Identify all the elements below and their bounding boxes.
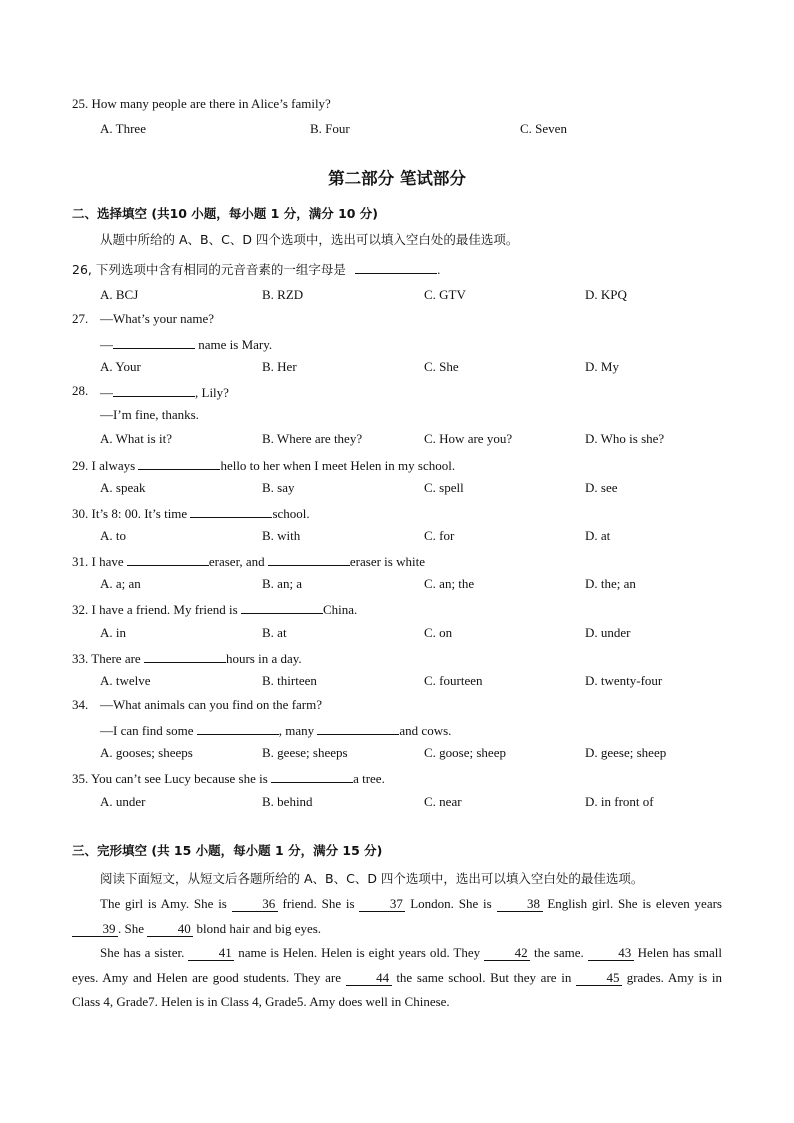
- passage-text: She has a sister.: [100, 945, 189, 960]
- answer-blank[interactable]: [138, 456, 220, 470]
- q27-option-d: D. My: [585, 359, 619, 374]
- q26-option-b: B. RZD: [262, 287, 304, 302]
- answer-blank[interactable]: [144, 649, 226, 663]
- blank-38[interactable]: 38: [497, 897, 543, 912]
- q34-line-1: —What animals can you find on the farm?: [100, 697, 323, 712]
- q33-option-b: B. thirteen: [262, 673, 317, 688]
- q34-option-d: D. geese; sheep: [585, 745, 667, 760]
- q28-dash: —: [100, 385, 113, 400]
- q30-option-d: D. at: [585, 528, 611, 543]
- q33-text-pre: 33. There are: [72, 651, 144, 666]
- answer-blank[interactable]: [113, 335, 195, 349]
- blank-45[interactable]: 45: [576, 971, 622, 986]
- q27-line-2-text: name is Mary.: [195, 337, 273, 352]
- q33-option-a: A. twelve: [100, 673, 151, 688]
- q33-option-d: D. twenty-four: [585, 673, 663, 688]
- q26-text: 26, 下列选项中含有相同的元音音素的一组字母是: [72, 262, 346, 277]
- q27-line-2: [100, 335, 272, 353]
- q27-line-1: —What’s your name?: [100, 311, 215, 326]
- q29-option-c: C. spell: [424, 480, 464, 495]
- blank-37[interactable]: 37: [359, 897, 405, 912]
- q25-option-b: B. Four: [310, 121, 350, 136]
- q35-option-c: C. near: [424, 794, 462, 809]
- q29-text-post: hello to her when I meet Helen in my school.: [220, 458, 456, 473]
- blank-42[interactable]: 42: [484, 946, 530, 961]
- answer-blank[interactable]: [197, 721, 279, 735]
- q29-option-b: B. say: [262, 480, 295, 495]
- blank-41[interactable]: 41: [188, 946, 234, 961]
- q26-option-c: C. GTV: [424, 287, 466, 302]
- q30-option-b: B. with: [262, 528, 301, 543]
- q32-text-post: China.: [322, 602, 358, 617]
- answer-blank[interactable]: [190, 504, 272, 518]
- question-33-stem: [72, 649, 302, 667]
- q31-option-b: B. an; a: [262, 576, 303, 591]
- q34-text-post: and cows.: [399, 723, 452, 738]
- answer-blank[interactable]: [355, 260, 437, 274]
- q25-option-a: A. Three: [100, 121, 146, 136]
- question-26-stem: [72, 260, 440, 278]
- answer-blank[interactable]: [271, 769, 353, 783]
- q30-option-a: A. to: [100, 528, 126, 543]
- q31-text-pre: 31. I have: [72, 554, 127, 569]
- q26-option-a: A. BCJ: [100, 287, 139, 302]
- passage-text: blond hair and big eyes.: [193, 920, 322, 936]
- section-two-heading: 二、选择填空 (共10 小题，每小题 1 分，满分 10 分): [72, 206, 379, 221]
- q28-option-c: C. How are you?: [424, 431, 513, 446]
- q30-text-post: school.: [272, 506, 310, 521]
- question-28-number: 28.: [72, 383, 89, 398]
- q31-text-mid: eraser, and: [208, 554, 268, 569]
- passage-text: name is Helen. Helen is eight years old. They: [234, 945, 485, 960]
- q33-text-post: hours in a day.: [225, 651, 302, 666]
- passage-text: The girl is Amy. She is: [100, 896, 232, 911]
- section-three-instruction: 阅读下面短文，从短文后各题所给的 A、B、C、D 四个选项中，选出可以填入空白处的最佳选项。: [100, 871, 644, 886]
- answer-blank[interactable]: [268, 552, 350, 566]
- blank-36[interactable]: 36: [232, 897, 278, 912]
- answer-blank[interactable]: [317, 721, 399, 735]
- blank-43[interactable]: 43: [588, 946, 634, 961]
- q32-option-a: A. in: [100, 625, 126, 640]
- q32-option-c: C. on: [424, 625, 453, 640]
- answer-blank[interactable]: [113, 383, 195, 397]
- q28-option-a: A. What is it?: [100, 431, 172, 446]
- q34-text-pre: —I can find some: [100, 723, 197, 738]
- question-31-stem: [72, 552, 425, 570]
- question-35-stem: [72, 769, 385, 787]
- q29-option-d: D. see: [585, 480, 618, 495]
- q35-option-b: B. behind: [262, 794, 313, 809]
- passage-text: friend. She is: [277, 896, 360, 911]
- section-two-instruction: 从题中所给的 A、B、C、D 四个选项中，选出可以填入空白处的最佳选项。: [100, 232, 519, 247]
- question-32-stem: [72, 600, 357, 618]
- q27-option-b: B. Her: [262, 359, 297, 374]
- q34-option-b: B. geese; sheeps: [262, 745, 348, 760]
- q32-text-pre: 32. I have a friend. My friend is: [72, 602, 241, 617]
- q28-option-b: B. Where are they?: [262, 431, 363, 446]
- q26-option-d: D. KPQ: [585, 287, 627, 302]
- passage-text: grades. Amy is in Class 4, Grade7. Helen is in Class 4, Grade5. Amy does well in Chinese.: [72, 969, 722, 1009]
- q31-option-d: D. the; an: [585, 576, 636, 591]
- q27-option-a: A. Your: [100, 359, 141, 374]
- q35-option-d: D. in front of: [585, 794, 654, 809]
- q34-option-a: A. gooses; sheeps: [100, 745, 193, 760]
- question-29-stem: [72, 456, 455, 474]
- q29-text-pre: 29. I always: [72, 458, 139, 473]
- q28-line-1: [100, 383, 229, 401]
- blank-40[interactable]: 40: [147, 922, 193, 937]
- passage-text: English girl. She is eleven years: [542, 896, 722, 911]
- cloze-paragraph-2: [72, 941, 722, 1015]
- q30-text-pre: 30. It’s 8: 00. It’s time: [72, 506, 191, 521]
- q31-option-c: C. an; the: [424, 576, 475, 591]
- passage-text: . She: [118, 920, 148, 936]
- q33-option-c: C. fourteen: [424, 673, 483, 688]
- passage-text: the same school. But they are in: [391, 969, 577, 985]
- question-25-stem: 25. How many people are there in Alice’s family?: [72, 96, 331, 111]
- q34-text-mid: , many: [278, 723, 318, 738]
- section-three-heading: 三、完形填空 (共 15 小题，每小题 1 分，满分 15 分): [72, 843, 383, 858]
- q34-line-2: [100, 721, 451, 739]
- q28-line-2: —I’m fine, thanks.: [100, 407, 199, 422]
- q35-option-a: A. under: [100, 794, 146, 809]
- answer-blank[interactable]: [127, 552, 209, 566]
- q27-option-c: C. She: [424, 359, 459, 374]
- blank-44[interactable]: 44: [346, 971, 392, 986]
- q35-text-pre: 35. You can’t see Lucy because she is: [72, 771, 272, 786]
- question-30-stem: [72, 504, 310, 522]
- passage-text: the same.: [530, 945, 588, 960]
- passage-text: London. She is: [405, 896, 497, 911]
- q28-line-1-text: , Lily?: [195, 385, 229, 400]
- q31-text-post: eraser is white: [349, 554, 425, 569]
- q29-option-a: A. speak: [100, 480, 146, 495]
- q27-dash: —: [100, 337, 113, 352]
- passage-text: Helen has small eyes. Amy and Helen are good students. They are: [72, 945, 722, 985]
- blank-39[interactable]: 39: [72, 922, 118, 937]
- question-27-number: 27.: [72, 311, 89, 326]
- part-two-title: 第二部分 笔试部分: [328, 169, 466, 188]
- answer-blank[interactable]: [241, 600, 323, 614]
- q25-option-c: C. Seven: [520, 121, 567, 136]
- q32-option-d: D. under: [585, 625, 631, 640]
- q34-option-c: C. goose; sheep: [424, 745, 506, 760]
- cloze-paragraph-1: [72, 892, 722, 941]
- question-34-number: 34.: [72, 697, 89, 712]
- q30-option-c: C. for: [424, 528, 455, 543]
- q35-text-post: a tree.: [353, 771, 385, 786]
- q32-option-b: B. at: [262, 625, 287, 640]
- q26-period: .: [437, 262, 441, 277]
- q28-option-d: D. Who is she?: [585, 431, 665, 446]
- q31-option-a: A. a; an: [100, 576, 141, 591]
